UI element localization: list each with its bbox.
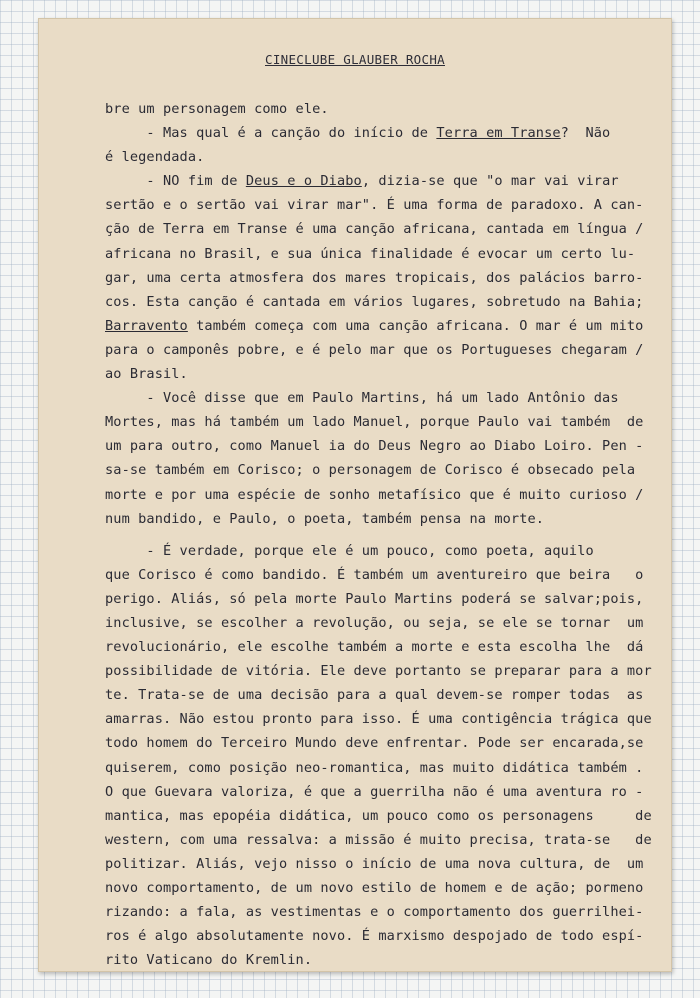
header-title: CINECLUBE GLAUBER ROCHA	[265, 52, 445, 67]
text-line: inclusive, se escolher a revolução, ou seja, se ele se tornar um	[105, 614, 644, 631]
text-line: politizar. Aliás, vejo nisso o início de uma nova cultura, de um	[105, 855, 644, 872]
text-line: revolucionário, ele escolhe também a morte e esta escolha lhe dá	[105, 639, 644, 656]
page-header	[39, 52, 671, 67]
text-line: rizando: a fala, as vestimentas e o comportamento dos guerrilhei-	[105, 904, 644, 921]
text-line: morte e por uma espécie de sonho metafísico que é muito curioso /	[105, 486, 644, 503]
text-line: sa-se também em Corisco; o personagem de Corisco é obsecado pela	[105, 462, 636, 479]
text-line: rito Vaticano do Kremlin.	[105, 952, 313, 969]
text-line: te. Trata-se de uma decisão para a qual devem-se romper todas as	[105, 687, 644, 704]
text-line: é legendada.	[105, 149, 205, 166]
text-line: bre um personagem como ele.	[105, 101, 329, 117]
text-line: - Você disse que em Paulo Martins, há um lado Antônio das	[105, 390, 619, 407]
text-line: sertão e o sertão vai virar mar". É uma forma de paradoxo. A can-	[105, 197, 644, 214]
text-line: gar, uma certa atmosfera dos mares tropicais, dos palácios barro-	[105, 269, 644, 286]
text-line: ao Brasil.	[105, 366, 188, 383]
text-line: - Mas qual é a canção do início de Terra em Transe? Não	[105, 125, 611, 142]
text-line: perigo. Aliás, só pela morte Paulo Martins poderá se salvar;pois,	[105, 590, 644, 607]
text-line: um para outro, como Manuel ia do Deus Negro ao Diabo Loiro. Pen -	[105, 438, 644, 455]
text-line: ção de Terra em Transe é uma canção africana, cantada em língua /	[105, 221, 644, 238]
text-line: quiserem, como posição neo-romantica, mas muito didática também .	[105, 759, 644, 776]
text-line: todo homem do Terceiro Mundo deve enfrentar. Pode ser encarada,se	[105, 735, 644, 752]
text-line: Barravento também começa com uma canção africana. O mar é um mito	[105, 317, 644, 334]
text-line: para o camponês pobre, e é pelo mar que os Portugueses chegaram /	[105, 341, 644, 358]
text-line: novo comportamento, de um novo estilo de homem e de ação; pormeno	[105, 880, 644, 896]
typewritten-page	[38, 18, 672, 972]
text-line: ros é algo absolutamente novo. É marxismo despojado de todo espí-	[105, 928, 644, 945]
text-line: - NO fim de Deus e o Diabo, dizia-se que "o mar vai virar	[105, 173, 619, 190]
text-line: que Corisco é como bandido. É também um aventureiro que beira o	[105, 566, 644, 583]
text-line: amarras. Não estou pronto para isso. É uma contigência trágica que	[105, 711, 652, 728]
text-line: cos. Esta canção é cantada em vários lugares, sobretudo na Bahia;	[105, 293, 644, 310]
text-line: O que Guevara valoriza, é que a guerrilha não é uma aventura ro -	[105, 783, 644, 800]
text-line: Mortes, mas há também um lado Manuel, porque Paulo vai também de	[105, 414, 644, 431]
text-line: mantica, mas epopéia didática, um pouco como os personagens de	[105, 807, 652, 824]
page-body	[105, 97, 652, 972]
text-line: africana no Brasil, e sua única finalidade é evocar um certo lu-	[105, 245, 636, 262]
text-line: western, com uma ressalva: a missão é muito precisa, trata-se de	[105, 831, 652, 848]
text-line: possibilidade de vitória. Ele deve portanto se preparar para a mor	[105, 663, 652, 680]
text-line: - É verdade, porque ele é um pouco, como poeta, aquilo	[105, 542, 594, 559]
text-line: num bandido, e Paulo, o poeta, também pensa na morte.	[105, 510, 545, 527]
